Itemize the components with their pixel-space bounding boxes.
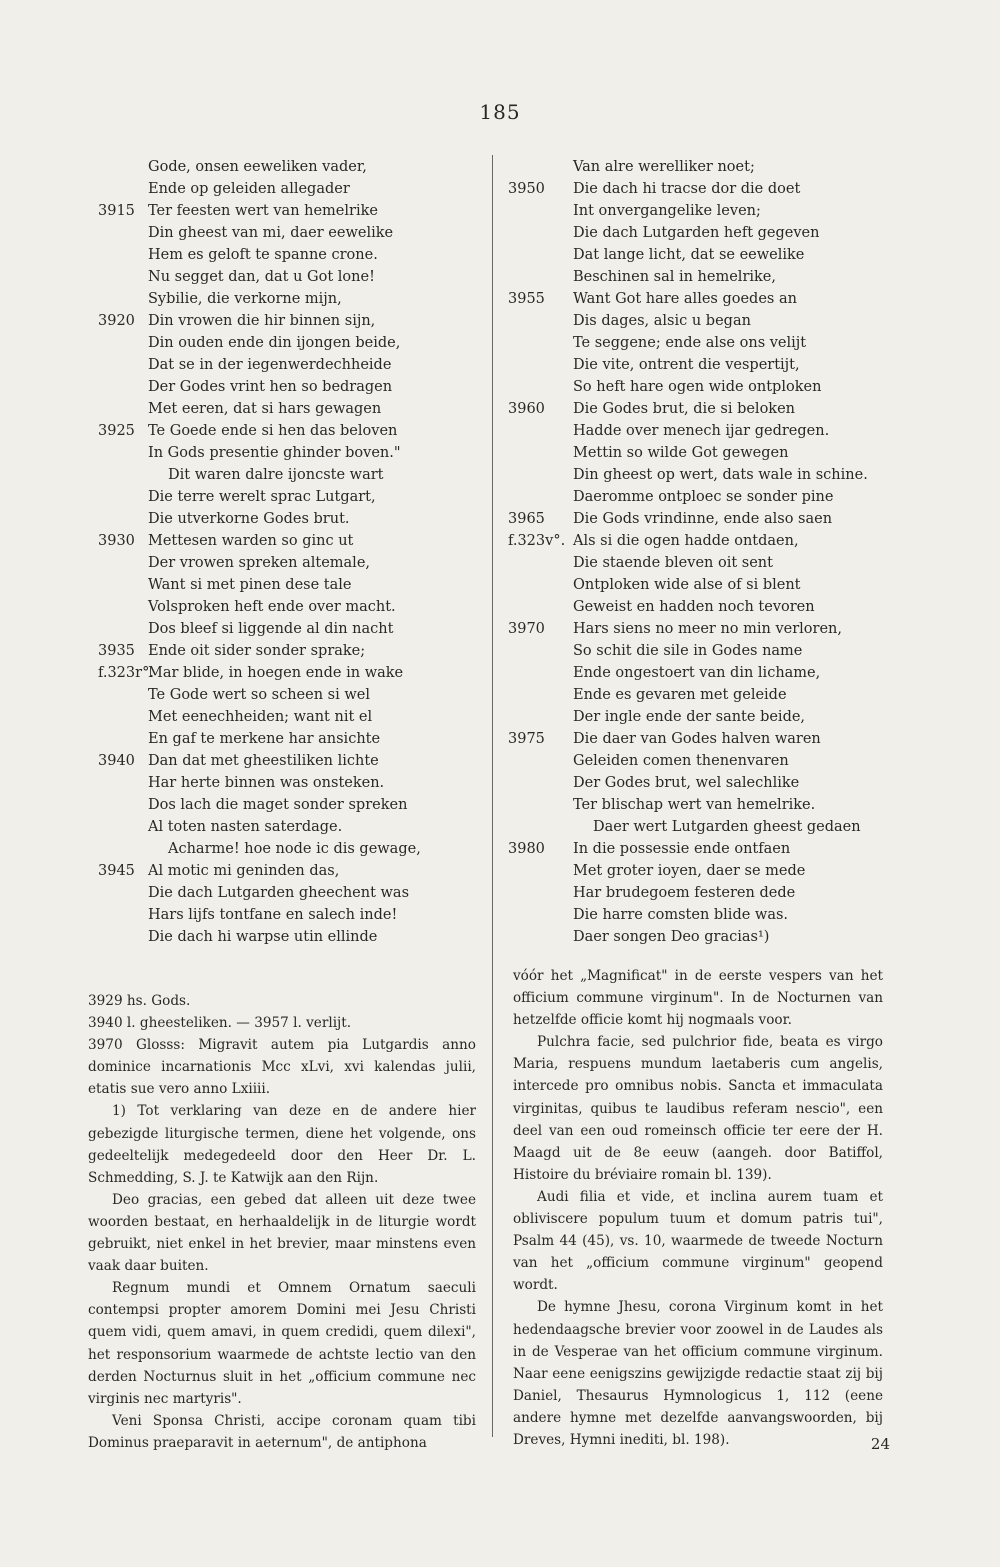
verse-text: Hars lijfs tontfane en salech inde! [148, 907, 398, 923]
line-number: 3935 [98, 643, 135, 659]
verse-text: Die staende bleven oit sent [573, 555, 773, 571]
verse-line [98, 728, 483, 750]
verse-text: Geleiden comen thenenvaren [573, 753, 789, 769]
line-number: 3920 [98, 313, 135, 329]
verse-text: Dis dages, alsic u began [573, 313, 751, 329]
verse-line [98, 882, 483, 904]
verse-text: Die terre werelt sprac Lutgart, [148, 489, 376, 505]
verse-line [98, 640, 483, 662]
verse-text: Te seggene; ende alse ons velijt [573, 335, 807, 351]
verse-text: So schit die sile in Godes name [573, 643, 803, 659]
verse-text: Ende oit sider sonder sprake; [148, 643, 366, 659]
verse-text: Al motic mi geninden das, [148, 863, 340, 879]
verse-line [508, 816, 978, 838]
line-number: 3940 [98, 753, 135, 769]
verse-line [508, 442, 978, 464]
verse-text: Geweist en hadden noch tevoren [573, 599, 815, 615]
verse-text: Te Goede ende si hen das beloven [148, 423, 398, 439]
verse-line [98, 156, 483, 178]
verse-line [98, 376, 483, 398]
note-paragraph: Deo gracias, een gebed dat alleen uit deze twee woorden bestaat, en herhaaldelijk in de liturgie wordt gebruikt, niet enkel in het brevier, maar minstens even vaak daar buiten. [88, 1191, 476, 1275]
verse-line [98, 684, 483, 706]
verse-line [98, 486, 483, 508]
note-paragraph: Audi filia et vide, et inclina aurem tuam et obliviscere populum tuum et domum patris tui", Psalm 44 (45), vs. 10, waarmede de tweede Nocturn van het „officium commune virginum" geopend wordt. [513, 1188, 883, 1294]
verse-line [508, 376, 978, 398]
verse-line [508, 178, 978, 200]
verse-line [508, 244, 978, 266]
verse-line [98, 772, 483, 794]
verse-text: Die vite, ontrent die vespertijt, [573, 357, 800, 373]
verse-text: Acharme! hoe node ic dis gewage, [168, 841, 421, 857]
verse-text: Beschinen sal in hemelrike, [573, 269, 776, 285]
line-number: 3915 [98, 203, 135, 219]
verse-text: Die utverkorne Godes brut. [148, 511, 350, 527]
verse-text: Met groter ioyen, daer se mede [573, 863, 806, 879]
verse-text: Dos bleef si liggende al din nacht [148, 621, 394, 637]
verse-text: In Gods presentie ghinder boven." [148, 445, 401, 461]
verse-line [508, 552, 978, 574]
verse-line [508, 398, 978, 420]
verse-line [508, 310, 978, 332]
verse-line [508, 750, 978, 772]
left-verse-column [98, 156, 483, 948]
verse-text: Die Godes brut, die si beloken [573, 401, 796, 417]
verse-line [98, 574, 483, 596]
verse-text: Din vrowen die hir binnen sijn, [148, 313, 376, 329]
verse-line [508, 728, 978, 750]
verse-text: Der vrowen spreken altemale, [148, 555, 371, 571]
verse-text: Mar blide, in hoegen ende in wake [148, 665, 404, 681]
verse-line [508, 574, 978, 596]
right-verse-column [508, 156, 978, 948]
verse-text: Din ouden ende din ijongen beide, [148, 335, 401, 351]
verse-text: Der Godes brut, wel salechlike [573, 775, 800, 791]
left-notes-column [88, 990, 476, 1454]
verse-text: Din gheest van mi, daer eewelike [148, 225, 394, 241]
verse-text: In die possessie ende ontfaen [573, 841, 791, 857]
verse-line [98, 508, 483, 530]
verse-text: Der ingle ende der sante beide, [573, 709, 806, 725]
verse-line [98, 706, 483, 728]
verse-line [508, 772, 978, 794]
verse-text: Hadde over menech ijar gedregen. [573, 423, 830, 439]
verse-line [508, 838, 978, 860]
verse-text: Din gheest op wert, dats wale in schine. [573, 467, 868, 483]
verse-line [508, 420, 978, 442]
verse-text: Nu segget dan, dat u Got lone! [148, 269, 375, 285]
page-number: 185 [479, 100, 521, 124]
verse-line [508, 882, 978, 904]
column-divider [492, 155, 493, 1437]
verse-text: Als si die ogen hadde ontdaen, [573, 533, 799, 549]
verse-text: Die dach Lutgarden gheechent was [148, 885, 410, 901]
verse-text: Gode, onsen eeweliken vader, [148, 159, 367, 175]
verse-line [98, 926, 483, 948]
verse-line [508, 332, 978, 354]
verse-line [508, 354, 978, 376]
line-number: 3950 [508, 181, 545, 197]
verse-line [98, 398, 483, 420]
line-number: f.323r°. [98, 665, 154, 681]
verse-line [98, 200, 483, 222]
verse-text: Ende op geleiden allegader [148, 181, 350, 197]
note-paragraph: 1) Tot verklaring van deze en de andere hier gebezigde liturgische termen, diene het volgende, ons gedeeltelijk medegedeeld door den Heer Dr. L. Schmedding, S. J. te Katwijk aan den Rijn. [88, 1103, 476, 1186]
verse-line [98, 618, 483, 640]
verse-text: Ter feesten wert van hemelrike [148, 203, 378, 219]
verse-line [98, 244, 483, 266]
verse-text: Ontploken wide alse of si blent [573, 577, 801, 593]
verse-text: Die dach hi tracse dor die doet [573, 181, 801, 197]
verse-text: So heft hare ogen wide ontploken [573, 379, 822, 395]
verse-text: Hem es geloft te spanne crone. [148, 247, 378, 263]
line-number: 3970 [508, 621, 545, 637]
verse-text: Want si met pinen dese tale [148, 577, 352, 593]
verse-text: Dos lach die maget sonder spreken [148, 797, 408, 813]
verse-text: Die dach Lutgarden heft gegeven [573, 225, 820, 241]
note-paragraph: Regnum mundi et Omnem Ornatum saeculi contempsi propter amorem Domini mei Jesu Christi quem vidi, quem amavi, in quem credidi, quem dilexi", het responsorium waarmede de achtste lectio van den derden Nocturnus sluit in het „officium commune nec virginis nec martyris". [88, 1280, 476, 1407]
verse-text: Ende es gevaren met geleide [573, 687, 787, 703]
note-paragraph: 3970 Glosss: Migravit autem pia Lutgardis anno dominice incarnationis Mcc xLvi, xvi kalendas julii, etatis sue vero anno Lxiiii. [88, 1037, 476, 1098]
verse-line [98, 530, 483, 552]
verse-text: Hars siens no meer no min verloren, [573, 621, 842, 637]
verse-line [508, 156, 978, 178]
verse-text: Te Gode wert so scheen si wel [148, 687, 370, 703]
verse-text: Ter blischap wert van hemelrike. [573, 797, 816, 813]
line-number: 3945 [98, 863, 135, 879]
verse-text: Mettesen warden so ginc ut [148, 533, 354, 549]
verse-line [98, 464, 483, 486]
verse-line [98, 816, 483, 838]
verse-line [508, 618, 978, 640]
verse-line [98, 596, 483, 618]
line-number: 3925 [98, 423, 135, 439]
verse-text: Volsproken heft ende over macht. [148, 599, 396, 615]
verse-line [508, 860, 978, 882]
verse-text: Der Godes vrint hen so bedragen [148, 379, 393, 395]
verse-line [508, 596, 978, 618]
line-number: 3930 [98, 533, 135, 549]
line-number: f.323v°. [508, 533, 566, 549]
note-paragraph: vóór het „Magnificat" in de eerste vespers van het officium commune virginum". In de Nocturnen van hetzelfde officie komt hij nogmaals voor. [513, 968, 883, 1029]
verse-text: Sybilie, die verkorne mijn, [148, 291, 342, 307]
verse-line [508, 662, 978, 684]
verse-line [98, 332, 483, 354]
verse-line [508, 904, 978, 926]
verse-line [508, 486, 978, 508]
note-paragraph: 3929 hs. Gods. [88, 993, 191, 1009]
verse-text: Met eeren, dat si hars gewagen [148, 401, 382, 417]
right-notes-column [513, 965, 883, 1451]
verse-line [508, 266, 978, 288]
verse-text: Die dach hi warpse utin ellinde [148, 929, 378, 945]
verse-line [508, 222, 978, 244]
verse-text: Van alre werelliker noet; [573, 159, 755, 175]
verse-line [508, 464, 978, 486]
verse-text: Al toten nasten saterdage. [148, 819, 343, 835]
verse-text: Die daer van Godes halven waren [573, 731, 821, 747]
verse-line [508, 508, 978, 530]
verse-line [98, 838, 483, 860]
verse-line [98, 750, 483, 772]
verse-text: Har herte binnen was onsteken. [148, 775, 385, 791]
verse-text: Int onvergangelike leven; [573, 203, 761, 219]
verse-text: Die harre comsten blide was. [573, 907, 789, 923]
line-number: 3980 [508, 841, 545, 857]
verse-line [98, 266, 483, 288]
verse-line [508, 926, 978, 948]
verse-text: Die Gods vrindinne, ende also saen [573, 511, 833, 527]
verse-text: En gaf te merkene har ansichte [148, 731, 381, 747]
note-paragraph: Pulchra facie, sed pulchrior fide, beata es virgo Maria, respuens mundum laetaberis cum angelis, intercede pro omnibus nobis. Sancta et immaculata virginitas, quibus te laudibus referam nescio", een deel van een oud romeinsch officie ter eere der H. Maagd uit de 8e eeuw (aangeh. door Batiffol, Histoire du bréviaire romain bl. 139). [513, 1034, 883, 1183]
line-number: 3960 [508, 401, 545, 417]
verse-line [508, 684, 978, 706]
note-paragraph: De hymne Jhesu, corona Virginum komt in het hedendaagsche brevier voor zoowel in de Laudes als in de Vesperae van het officium commune virginum. Naar eene eenigszins gewijzigde redactie staat zij bij Daniel, Thesaurus Hymnologicus 1, 112 (eene andere hymne met dezelfde aanvangswoorden, bij Dreves, Hymni inediti, bl. 198). [513, 1299, 883, 1448]
verse-line [98, 794, 483, 816]
verse-line [98, 222, 483, 244]
note-paragraph: 3940 l. gheesteliken. — 3957 l. verlijt. [88, 1015, 352, 1032]
verse-line [508, 288, 978, 310]
verse-text: Dat se in der iegenwerdechheide [148, 357, 392, 373]
verse-line [508, 200, 978, 222]
verse-text: Ende ongestoert van din lichame, [573, 665, 821, 681]
line-number: 3965 [508, 511, 545, 527]
verse-text: Dan dat met gheestiliken lichte [148, 753, 379, 769]
verse-text: Daeromme ontploec se sonder pine [573, 489, 834, 505]
verse-line [98, 442, 483, 464]
note-paragraph: Veni Sponsa Christi, accipe coronam quam tibi Dominus praeparavit in aeternum", de antiphona [88, 1412, 476, 1451]
verse-line [508, 640, 978, 662]
verse-text: Dat lange licht, dat se eewelike [573, 247, 805, 263]
verse-line [98, 420, 483, 442]
verse-text: Want Got hare alles goedes an [573, 291, 797, 307]
verse-line [98, 860, 483, 882]
verse-line [508, 530, 978, 552]
verse-text: Har brudegoem festeren dede [573, 885, 796, 901]
line-number: 3975 [508, 731, 545, 747]
verse-text: Dit waren dalre ijoncste wart [168, 467, 384, 483]
verse-text: Mettin so wilde Got gewegen [573, 445, 789, 461]
verse-text: Met eenechheiden; want nit el [148, 709, 373, 725]
verse-line [98, 662, 483, 684]
verse-line [98, 552, 483, 574]
verse-text: Daer wert Lutgarden gheest gedaen [593, 819, 861, 835]
verse-line [98, 310, 483, 332]
line-number: 3955 [508, 291, 545, 307]
verse-line [98, 288, 483, 310]
verse-text: Daer songen Deo gracias¹) [573, 929, 770, 945]
signature-mark: 24 [870, 1435, 890, 1453]
verse-line [98, 178, 483, 200]
verse-line [98, 904, 483, 926]
verse-line [508, 794, 978, 816]
verse-line [508, 706, 978, 728]
verse-line [98, 354, 483, 376]
